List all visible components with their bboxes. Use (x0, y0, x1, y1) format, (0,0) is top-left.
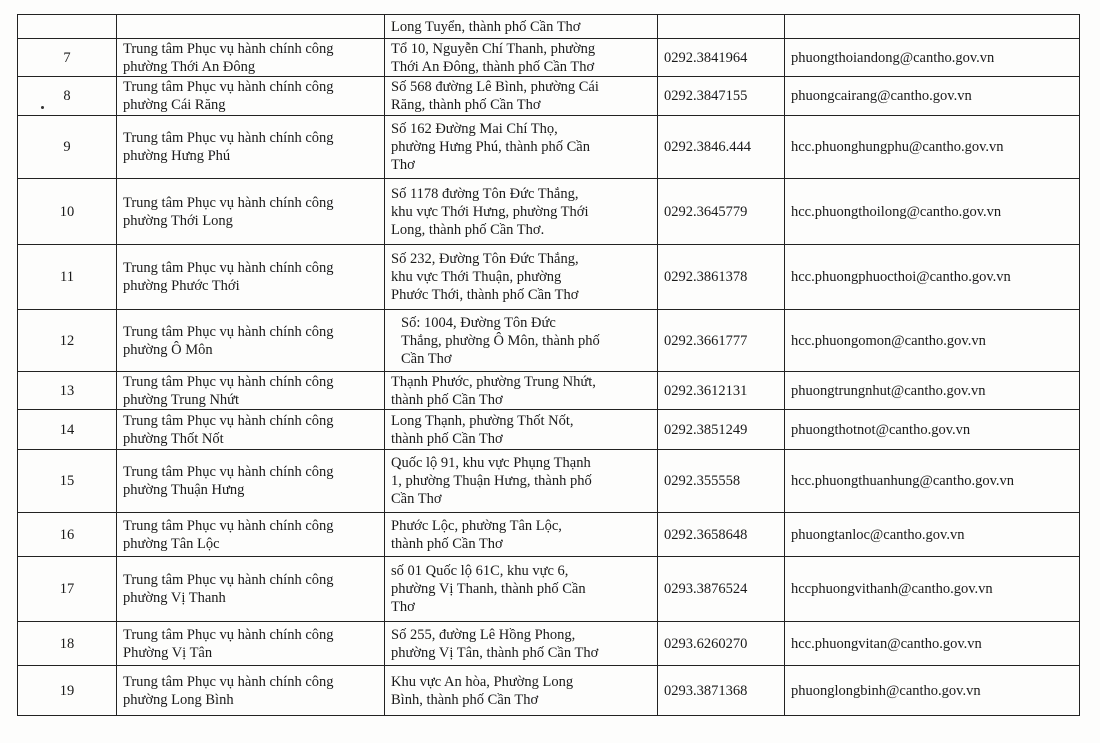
table-row (18, 410, 1080, 450)
center-name-line: Trung tâm Phục vụ hành chính công (123, 194, 334, 211)
address-line: Số 255, đường Lê Hồng Phong, (391, 626, 576, 643)
phone-number: 0292.3861378 (664, 269, 748, 285)
table-row (18, 39, 1080, 77)
center-name-line: phường Thới An Đông (123, 58, 256, 75)
cell-phone (658, 77, 785, 116)
address-line: Số 162 Đường Mai Chí Thọ, (391, 121, 558, 137)
email-address: phuongcairang@cantho.gov.vn (791, 88, 972, 104)
phone-number: 0292.3841964 (664, 49, 748, 66)
email-address: hcc.phuonghungphu@cantho.gov.vn (791, 139, 1004, 155)
center-name-line: phường Thốt Nốt (123, 430, 224, 447)
row-number: 14 (59, 421, 75, 438)
cell-name (117, 245, 385, 310)
phone-number: 0292.3851249 (664, 421, 748, 438)
cell-phone (658, 557, 785, 622)
cell-no (18, 513, 117, 557)
address-line: Số: 1004, Đường Tôn Đức (401, 314, 556, 331)
cell-address (385, 513, 658, 557)
cell-email (785, 15, 1080, 39)
address-line: Phước Lộc, phường Tân Lộc, (391, 517, 562, 534)
address-line: thành phố Cần Thơ (391, 535, 503, 552)
cell-no (18, 666, 117, 716)
table-row (18, 557, 1080, 622)
address-line: thành phố Cần Thơ (391, 430, 503, 447)
address-line: Răng, thành phố Cần Thơ (391, 97, 541, 113)
cell-email (785, 513, 1080, 557)
center-name-line: phường Vị Thanh (123, 590, 226, 606)
phone-number: 0293.3871368 (664, 682, 748, 699)
row-number: 12 (59, 332, 75, 349)
row-number: 15 (59, 473, 75, 489)
address-line: Thơ (391, 599, 415, 615)
cell-phone (658, 179, 785, 245)
cell-address (385, 557, 658, 622)
address-line: Thơ (391, 157, 415, 173)
email-address: hcc.phuongthoilong@cantho.gov.vn (791, 203, 1002, 220)
cell-email (785, 666, 1080, 716)
cell-address (385, 310, 658, 372)
row-number: 8 (63, 88, 71, 104)
address-line: Thới An Đông, thành phố Cần Thơ (391, 58, 595, 75)
cell-address (385, 179, 658, 245)
address-line: Phước Thới, thành phố Cần Thơ (391, 287, 579, 303)
cell-no (18, 116, 117, 179)
table-row-partial (18, 15, 1080, 39)
center-name-line: Trung tâm Phục vụ hành chính công (123, 40, 334, 57)
center-name-line: phường Long Bình (123, 691, 234, 708)
cell-no (18, 450, 117, 513)
address-line: Số 232, Đường Tôn Đức Thắng, (391, 251, 579, 267)
table-row (18, 245, 1080, 310)
center-name-line: Trung tâm Phục vụ hành chính công (123, 626, 334, 643)
center-name-line: phường Thới Long (123, 212, 233, 229)
address-line: phường Hưng Phú, thành phố Cần (391, 139, 590, 155)
address-line: số 01 Quốc lộ 61C, khu vực 6, (391, 563, 569, 579)
service-centers-table (17, 14, 1080, 716)
cell-phone (658, 410, 785, 450)
email-address: hccphuongvithanh@cantho.gov.vn (791, 581, 993, 597)
cell-name (117, 116, 385, 179)
cell-name (117, 410, 385, 450)
address-line: Cần Thơ (401, 350, 452, 367)
address-line: Thạnh Phước, phường Trung Nhứt, (391, 373, 596, 390)
address-line: Bình, thành phố Cần Thơ (391, 691, 539, 708)
table-row (18, 622, 1080, 666)
cell-email (785, 410, 1080, 450)
cell-name (117, 39, 385, 77)
cell-email (785, 116, 1080, 179)
center-name-line: phường Phước Thới (123, 278, 240, 294)
cell-address (385, 77, 658, 116)
cell-address (385, 372, 658, 410)
cell-name (117, 77, 385, 116)
row-number: 9 (63, 139, 71, 155)
cell-name (117, 179, 385, 245)
cell-email (785, 77, 1080, 116)
cell-phone (658, 310, 785, 372)
cell-phone (658, 622, 785, 666)
table-row (18, 450, 1080, 513)
cell-email (785, 179, 1080, 245)
phone-number: 0292.3846.444 (664, 139, 751, 155)
table-row (18, 116, 1080, 179)
address-line: Số 568 đường Lê Bình, phường Cái (391, 79, 599, 95)
cell-no (18, 410, 117, 450)
table-row (18, 513, 1080, 557)
cell-address (385, 622, 658, 666)
cell-email (785, 39, 1080, 77)
cell-name (117, 622, 385, 666)
center-name-line: Trung tâm Phục vụ hành chính công (123, 323, 334, 340)
center-name-line: Trung tâm Phục vụ hành chính công (123, 412, 334, 429)
cell-name (117, 372, 385, 410)
phone-number: 0292.3661777 (664, 332, 748, 349)
row-number: 10 (59, 203, 75, 220)
table-row (18, 179, 1080, 245)
center-name-line: Trung tâm Phục vụ hành chính công (123, 572, 334, 588)
address-line: Quốc lộ 91, khu vực Phụng Thạnh (391, 455, 591, 471)
cell-name (117, 557, 385, 622)
address-line: Long Thạnh, phường Thốt Nốt, (391, 412, 574, 429)
cell-no (18, 372, 117, 410)
center-name-line: Trung tâm Phục vụ hành chính công (123, 79, 334, 95)
cell-no (18, 622, 117, 666)
email-address: phuongthoiandong@cantho.gov.vn (791, 49, 995, 66)
cell-email (785, 450, 1080, 513)
row-number: 13 (59, 382, 75, 399)
cell-email (785, 245, 1080, 310)
center-name-line: phường Cái Răng (123, 97, 226, 113)
address-line: Khu vực An hòa, Phường Long (391, 673, 574, 690)
email-address: hcc.phuongphuocthoi@cantho.gov.vn (791, 269, 1011, 285)
cell-phone (658, 513, 785, 557)
cell-name (117, 15, 385, 39)
cell-address (385, 666, 658, 716)
cell-no (18, 245, 117, 310)
address-line: Long Tuyển, thành phố Cần Thơ (391, 18, 581, 35)
cell-email (785, 372, 1080, 410)
table-row (18, 77, 1080, 116)
cell-name (117, 666, 385, 716)
center-name-line: Trung tâm Phục vụ hành chính công (123, 673, 334, 690)
cell-address (385, 450, 658, 513)
row-number: 19 (59, 682, 75, 699)
row-number: 7 (63, 49, 71, 66)
cell-no (18, 39, 117, 77)
address-line: Thắng, phường Ô Môn, thành phố (401, 332, 600, 349)
cell-no (18, 179, 117, 245)
table-row (18, 666, 1080, 716)
address-line: khu vực Thới Hưng, phường Thới (391, 203, 589, 220)
cell-address (385, 15, 658, 39)
row-number: 17 (59, 581, 75, 597)
cell-phone (658, 666, 785, 716)
email-address: phuonglongbinh@cantho.gov.vn (791, 682, 981, 699)
table-row (18, 372, 1080, 410)
row-number: 11 (60, 269, 74, 285)
center-name-line: phường Trung Nhứt (123, 391, 240, 408)
cell-no (18, 77, 117, 116)
address-line: phường Vị Tân, thành phố Cần Thơ (391, 644, 599, 661)
center-name-line: Trung tâm Phục vụ hành chính công (123, 130, 334, 146)
cell-name (117, 513, 385, 557)
center-name-line: phường Thuận Hưng (123, 482, 245, 498)
cell-email (785, 622, 1080, 666)
address-line: Long, thành phố Cần Thơ. (391, 221, 545, 238)
address-line: Cần Thơ (391, 491, 442, 507)
cell-address (385, 39, 658, 77)
phone-number: 0293.6260270 (664, 635, 748, 652)
cell-address (385, 116, 658, 179)
address-line: Tổ 10, Nguyễn Chí Thanh, phường (391, 40, 596, 57)
center-name-line: Phường Vị Tân (123, 644, 213, 661)
phone-number: 0292.3645779 (664, 203, 748, 220)
cell-phone (658, 372, 785, 410)
email-address: hcc.phuongthuanhung@cantho.gov.vn (791, 473, 1015, 489)
center-name-line: Trung tâm Phục vụ hành chính công (123, 260, 334, 276)
phone-number: 0293.3876524 (664, 581, 748, 597)
center-name-line: Trung tâm Phục vụ hành chính công (123, 517, 334, 534)
cell-no (18, 310, 117, 372)
cell-phone (658, 450, 785, 513)
phone-number: 0292.3658648 (664, 526, 748, 543)
cell-no (18, 557, 117, 622)
table-row (18, 310, 1080, 372)
email-address: hcc.phuongomon@cantho.gov.vn (791, 332, 986, 349)
address-line: khu vực Thới Thuận, phường (391, 269, 562, 285)
phone-number: 0292.355558 (664, 473, 741, 489)
center-name-line: phường Tân Lộc (123, 535, 220, 552)
address-line: 1, phường Thuận Hưng, thành phố (391, 473, 592, 489)
email-address: phuongtanloc@cantho.gov.vn (791, 526, 965, 543)
phone-number: 0292.3612131 (664, 382, 748, 399)
cell-email (785, 310, 1080, 372)
address-line: phường Vị Thanh, thành phố Cần (391, 581, 586, 597)
center-name-line: Trung tâm Phục vụ hành chính công (123, 373, 334, 390)
center-name-line: phường Ô Môn (123, 341, 213, 358)
cell-no (18, 15, 117, 39)
cell-phone (658, 39, 785, 77)
cell-name (117, 310, 385, 372)
row-number: 18 (59, 635, 75, 652)
phone-number: 0292.3847155 (664, 88, 748, 104)
row-number: 16 (59, 526, 75, 543)
cell-phone (658, 116, 785, 179)
cell-phone (658, 15, 785, 39)
email-address: phuongtrungnhut@cantho.gov.vn (791, 382, 986, 399)
cell-name (117, 450, 385, 513)
cell-address (385, 245, 658, 310)
cell-email (785, 557, 1080, 622)
cell-address (385, 410, 658, 450)
cell-phone (658, 245, 785, 310)
address-line: thành phố Cần Thơ (391, 391, 503, 408)
address-line: Số 1178 đường Tôn Đức Thắng, (391, 185, 579, 202)
email-address: phuongthotnot@cantho.gov.vn (791, 421, 971, 438)
center-name-line: Trung tâm Phục vụ hành chính công (123, 464, 334, 480)
center-name-line: phường Hưng Phú (123, 148, 231, 164)
email-address: hcc.phuongvitan@cantho.gov.vn (791, 635, 982, 652)
